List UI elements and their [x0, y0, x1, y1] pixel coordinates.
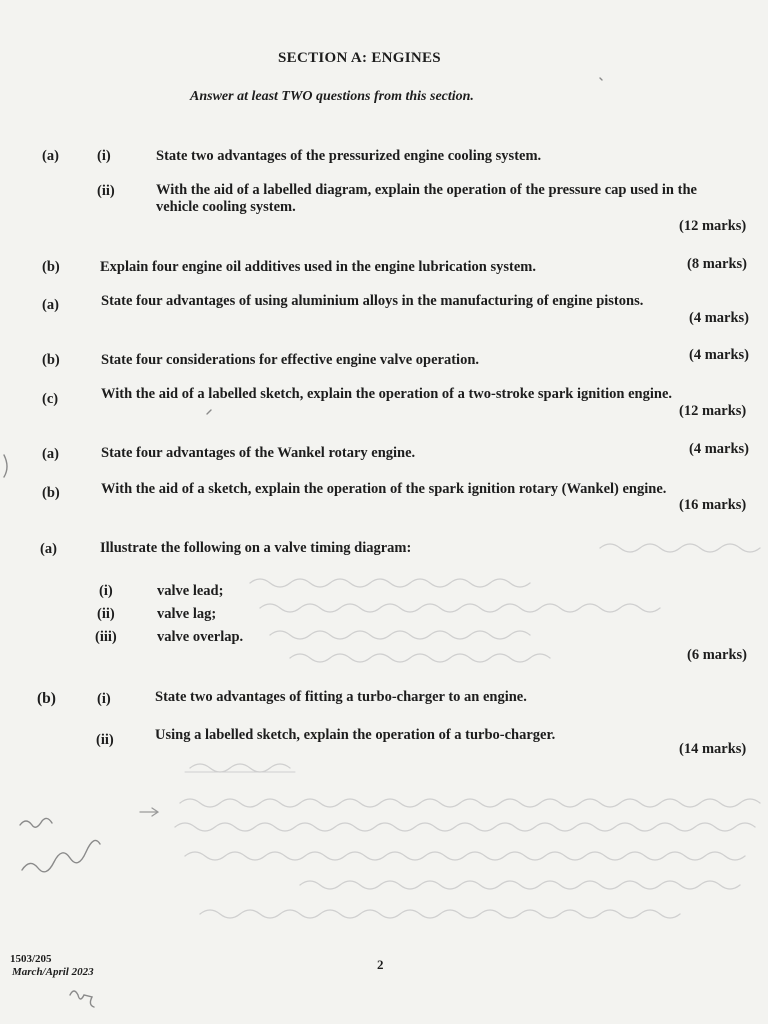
q3-b-text: With the aid of a sketch, explain the operation of the spark ignition rotary (Wankel) engine.: [101, 481, 667, 497]
q4-item-text: valve lag;: [157, 606, 217, 622]
q4-b-marks: (14 marks): [679, 741, 747, 757]
q3-b-marks: (16 marks): [679, 497, 747, 513]
q4-item-text: valve overlap.: [157, 629, 244, 645]
q4-b-i-label: (i): [97, 691, 111, 707]
q4-item-label: (iii): [95, 629, 117, 645]
q1-a-marks: (12 marks): [679, 218, 747, 234]
q2-a-text: State four advantages of using aluminium alloys in the manufacturing of engine pistons.: [101, 293, 644, 309]
q3-a-marks: (4 marks): [689, 441, 750, 457]
q4-item-text: valve lead;: [157, 583, 224, 599]
q4-a-text: Illustrate the following on a valve timing diagram:: [100, 540, 412, 556]
q4-b-i-text: State two advantages of fitting a turbo-charger to an engine.: [155, 689, 527, 705]
q1-a-ii-label: (ii): [97, 183, 115, 199]
q2-a-marks: (4 marks): [689, 310, 750, 326]
q1-b-label: (b): [42, 259, 60, 275]
q1-b-marks: (8 marks): [687, 256, 748, 272]
q2-b-text: State four considerations for effective engine valve operation.: [101, 352, 480, 368]
q2-c-marks: (12 marks): [679, 403, 747, 419]
q2-c-label: (c): [42, 391, 59, 407]
q1-a-ii-text: With the aid of a labelled diagram, explain the operation of the pressure cap used in the vehicle cooling system.: [156, 182, 697, 215]
q4-a-label: (a): [40, 541, 57, 557]
q1-a-i-label: (i): [97, 148, 111, 164]
page-number: 2: [377, 957, 384, 972]
section-instruction: Answer at least TWO questions from this section.: [190, 89, 474, 104]
q3-b-label: (b): [42, 485, 60, 501]
q4-item-label: (ii): [97, 606, 115, 622]
footer-paper-code: 1503/205: [10, 953, 52, 965]
q4-item-label: (i): [99, 583, 113, 599]
section-title: SECTION A: ENGINES: [278, 50, 441, 66]
q3-a-text: State four advantages of the Wankel rotary engine.: [101, 445, 416, 461]
q2-b-label: (b): [42, 352, 60, 368]
q2-c-text: With the aid of a labelled sketch, explain the operation of a two-stroke spark ignition engine.: [101, 386, 673, 402]
q4-b-label: (b): [37, 690, 56, 707]
q1-a-label: (a): [42, 148, 59, 164]
q4-a-marks: (6 marks): [687, 647, 748, 663]
q1-a-i-text: State two advantages of the pressurized engine cooling system.: [156, 148, 542, 164]
q4-b-ii-text: Using a labelled sketch, explain the operation of a turbo-charger.: [155, 727, 556, 743]
footer-exam-date: March/April 2023: [12, 966, 94, 978]
q4-b-ii-label: (ii): [96, 732, 114, 748]
q3-a-label: (a): [42, 446, 59, 462]
q2-b-marks: (4 marks): [689, 347, 750, 363]
q1-b-text: Explain four engine oil additives used in the engine lubrication system.: [100, 259, 536, 275]
q2-a-label: (a): [42, 297, 59, 313]
